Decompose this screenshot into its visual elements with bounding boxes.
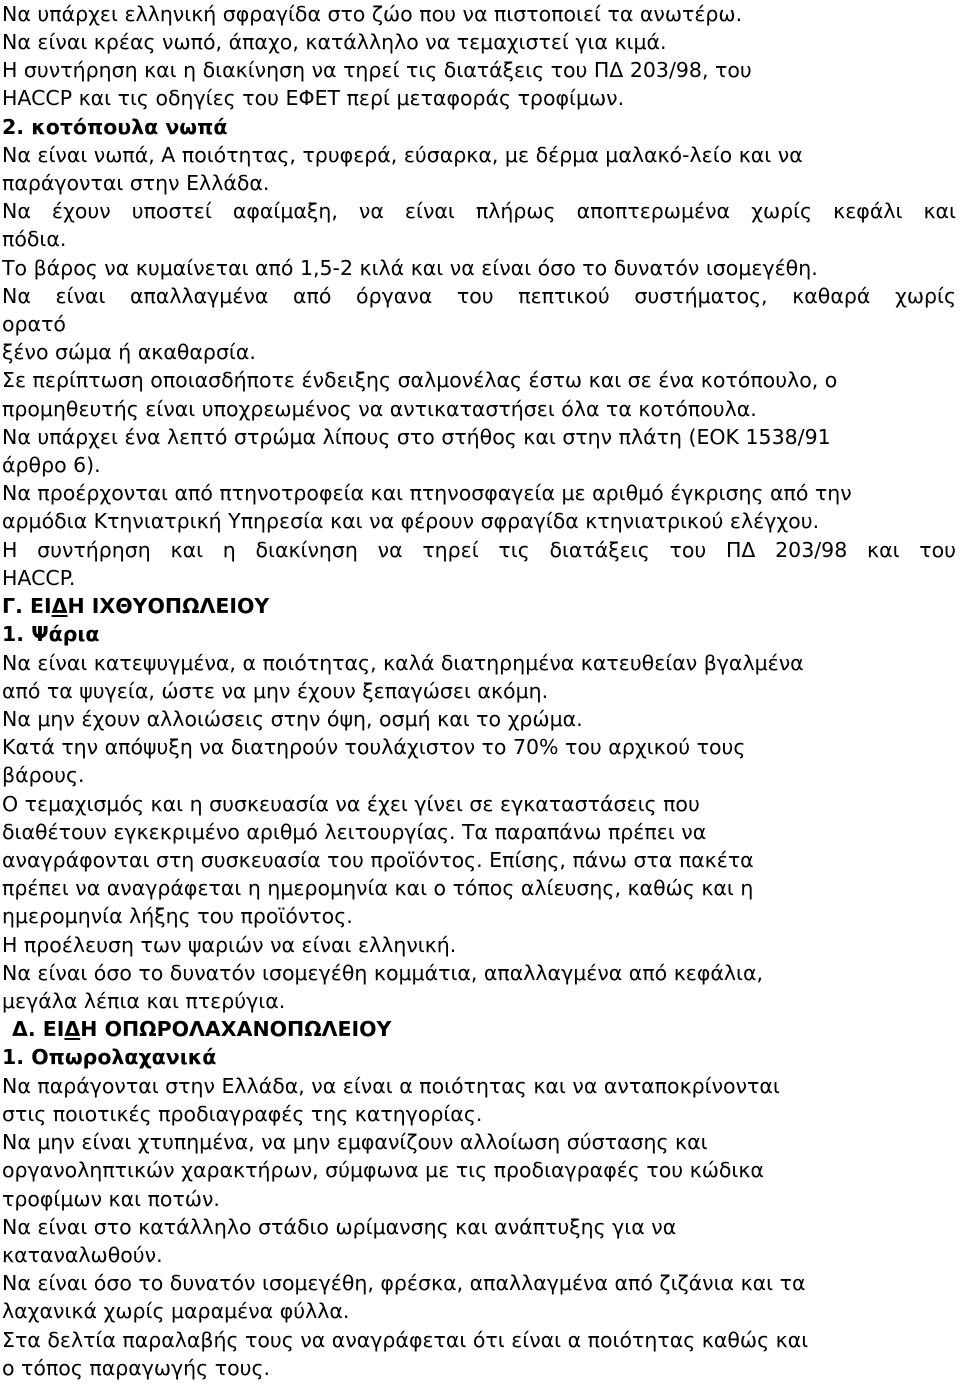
subsection-heading: 1. Ψάρια (2, 622, 100, 646)
text-line: Να είναι όσο το δυνατόν ισομεγέθη κομμάτια, απαλλαγμένα από κεφάλια, (2, 961, 764, 985)
text-line: Να προέρχονται από πτηνοτροφεία και πτηνοσφαγεία με αριθμό έγκρισης από την (2, 481, 852, 505)
text-line: διαθέτουν εγκεκριμένο αριθμό λειτουργίας. Τα παραπάνω πρέπει να (2, 820, 707, 844)
text-line: Να είναι κατεψυγμένα, α ποιότητας, καλά διατηρημένα κατευθείαν βγαλμένα (2, 651, 804, 675)
text-line: αρμόδια Κτηνιατρική Υπηρεσία και να φέρουν σφραγίδα κτηνιατρικού ελέγχου. (2, 509, 820, 533)
text-line: Να μην είναι χτυπημένα, να μην εμφανίζουν αλλοίωση σύστασης και (2, 1130, 708, 1154)
text-line: Να είναι στο κατάλληλο στάδιο ωρίμανσης και ανάπτυξης για να (2, 1215, 677, 1239)
text-line: πρέπει να αναγράφεται η ημερομηνία και ο τόπος αλίευσης, καθώς και η (2, 876, 754, 900)
text-line: πόδια. (2, 227, 67, 251)
text-line: Να υπάρχει ελληνική σφραγίδα στο ζώο που να πιστοποιεί τα ανωτέρω. (2, 2, 743, 26)
text-line: Να είναι κρέας νωπό, άπαχο, κατάλληλο να τεμαχιστεί για κιμά. (2, 30, 667, 54)
text-line: Να είναι όσο το δυνατόν ισομεγέθη, φρέσκα, απαλλαγμένα από ζιζάνια και τα (2, 1271, 806, 1295)
text-line: Να είναι νωπά, Α ποιότητας, τρυφερά, εύσαρκα, με δέρμα μαλακό-λείο και να (2, 143, 803, 167)
text-line: HACCP. (2, 566, 76, 590)
text-line: στις ποιοτικές προδιαγραφές της κατηγορίας. (2, 1102, 483, 1126)
text-line: Στα δελτία παραλαβής τους να αναγράφεται ότι είναι α ποιότητας καθώς και (2, 1328, 809, 1352)
text-line: βάρους. (2, 763, 85, 787)
text-line: λαχανικά χωρίς μαραμένα φύλλα. (2, 1299, 350, 1323)
text-line: Η προέλευση των ψαριών να είναι ελληνική. (2, 933, 457, 957)
text-line: Να υπάρχει ένα λεπτό στρώμα λίπους στο στήθος και στην πλάτη (ΕΟΚ 1538/91 (2, 425, 831, 449)
section-heading: Γ. ΕΙΔΗ ΙΧΘΥΟΠΩΛΕΙΟΥ (2, 594, 270, 618)
text-line: άρθρο 6). (2, 453, 101, 477)
text-line: Να έχουν υποστεί αφαίμαξη, να είναι πλήρως αποπτερωμένα χωρίς κεφάλι και (2, 199, 956, 223)
text-line: Σε περίπτωση οποιασδήποτε ένδειξης σαλμονέλας έστω και σε ένα κοτόπουλο, ο (2, 368, 838, 392)
text-line: Η συντήρηση και η διακίνηση να τηρεί τις διατάξεις του ΠΔ 203/98, του (2, 58, 752, 82)
text-line: ημερομηνία λήξης του προϊόντος. (2, 904, 353, 928)
text-line: Να μην έχουν αλλοιώσεις στην όψη, οσμή και το χρώμα. (2, 707, 583, 731)
text-line: προμηθευτής είναι υποχρεωμένος να αντικαταστήσει όλα τα κοτόπουλα. (2, 397, 757, 421)
text-line: Η συντήρηση και η διακίνηση να τηρεί τις διατάξεις του ΠΔ 203/98 και του (2, 538, 956, 562)
subsection-heading: 1. Οπωρολαχανικά (2, 1045, 217, 1069)
text-line: παράγονται στην Ελλάδα. (2, 171, 270, 195)
text-line: Κατά την απόψυξη να διατηρούν τουλάχιστον το 70% του αρχικού τους (2, 735, 746, 759)
text-line: Ο τεμαχισμός και η συσκευασία να έχει γίνει σε εγκαταστάσεις που (2, 792, 700, 816)
text-line: Το βάρος να κυμαίνεται από 1,5-2 κιλά και να είναι όσο το δυνατόν ισομεγέθη. (2, 256, 818, 280)
text-line: Να είναι απαλλαγμένα από όργανα του πεπτικού συστήματος, καθαρά χωρίς (2, 284, 956, 308)
section-heading: Δ. ΕΙΔΗ ΟΠΩΡΟΛΑΧΑΝΟΠΩΛΕΙΟΥ (12, 1017, 392, 1041)
text-line: Να παράγονται στην Ελλάδα, να είναι α ποιότητας και να ανταποκρίνονται (2, 1074, 780, 1098)
text-line: ο τόπος παραγωγής τους. (2, 1356, 271, 1380)
text-line: τροφίμων και ποτών. (2, 1187, 220, 1211)
text-line: καταναλωθούν. (2, 1243, 163, 1267)
text-line: μεγάλα λέπια και πτερύγια. (2, 989, 286, 1013)
text-line: από τα ψυγεία, ώστε να μην έχουν ξεπαγώσει ακόμη. (2, 679, 549, 703)
text-line: HACCP και τις οδηγίες του ΕΦΕΤ περί μεταφοράς τροφίμων. (2, 86, 625, 110)
text-line: οργανοληπτικών χαρακτήρων, σύμφωνα με τις προδιαγραφές του κώδικα (2, 1158, 764, 1182)
subsection-heading: 2. κοτόπουλα νωπά (2, 115, 228, 139)
text-line: ορατό (2, 312, 66, 336)
text-line: αναγράφονται στη συσκευασία του προϊόντος. Επίσης, πάνω στα πακέτα (2, 848, 754, 872)
text-line: ξένο σώμα ή ακαθαρσία. (2, 340, 256, 364)
